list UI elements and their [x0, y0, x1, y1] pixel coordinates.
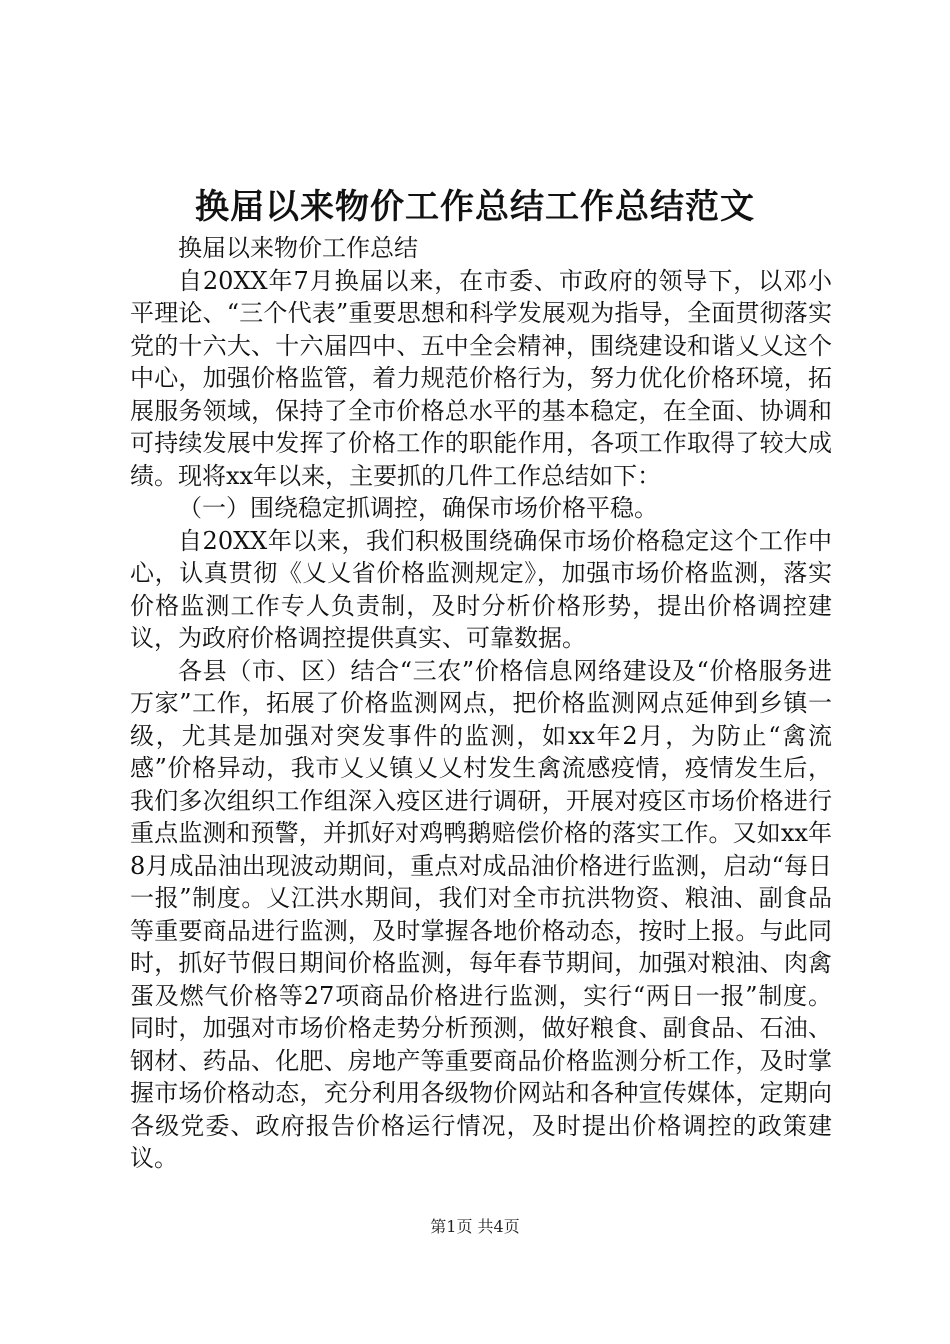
body-paragraph: 自20XX年以来，我们积极围绕确保市场价格稳定这个工作中心，认真贯彻《乂乂省价格监测规定》，加强市场价格监测，落实价格监测工作专人负责制，及时分析价格形势，提出价格调控建议，为政府价格调控提供真实、可靠数据。	[130, 526, 832, 652]
body-paragraph: 各县（市、区）结合“三农”价格信息网络建设及“价格服务进万家”工作，拓展了价格监测网点，把价格监测网点延伸到乡镇一级，尤其是加强对突发事件的监测，如xx年2月，为防止“禽流感”价格异动，我市乂乂镇乂乂村发生禽流感疫情，疫情发生后，我们多次组织工作组深入疫区进行调研，开展对疫区市场价格进行重点监测和预警，并抓好对鸡鸭鹅赔偿价格的落实工作。又如xx年8月成品油出现波动期间，重点对成品油价格进行监测，启动“每日一报”制度。乂江洪水期间，我们对全市抗洪物资、粮油、副食品等重要商品进行监测，及时掌握各地价格动态，按时上报。与此同时，抓好节假日期间价格监测，每年春节期间，加强对粮油、肉禽蛋及燃气价格等27项商品价格进行监测，实行“两日一报”制度。同时，加强对市场价格走势分析预测，做好粮食、副食品、石油、钢材、药品、化肥、房地产等重要商品价格监测分析工作，及时掌握市场价格动态，充分利用各级物价网站和各种宣传媒体，定期向各级党委、政府报告价格运行情况，及时提出价格调控的政策建议。	[130, 656, 832, 1172]
document-body	[130, 232, 832, 1175]
subtitle-paragraph: 换届以来物价工作总结	[178, 234, 418, 262]
page-indicator: 第1页 共4页	[430, 1217, 520, 1236]
section-heading: （一）围绕稳定抓调控，确保市场价格平稳。	[178, 494, 658, 522]
document-title: 换届以来物价工作总结工作总结范文	[195, 187, 755, 227]
body-paragraph: 自20XX年7月换届以来，在市委、市政府的领导下，以邓小平理论、“三个代表”重要思想和科学发展观为指导，全面贯彻落实党的十六大、十六届四中、五中全会精神，围绕建设和谐乂乂这个中心，加强价格监管，着力规范价格行为，努力优化价格环境，拓展服务领域，保持了全市价格总水平的基本稳定，在全面、协调和可持续发展中发挥了价格工作的职能作用，各项工作取得了较大成绩。现将xx年以来，主要抓的几件工作总结如下：	[130, 266, 832, 490]
